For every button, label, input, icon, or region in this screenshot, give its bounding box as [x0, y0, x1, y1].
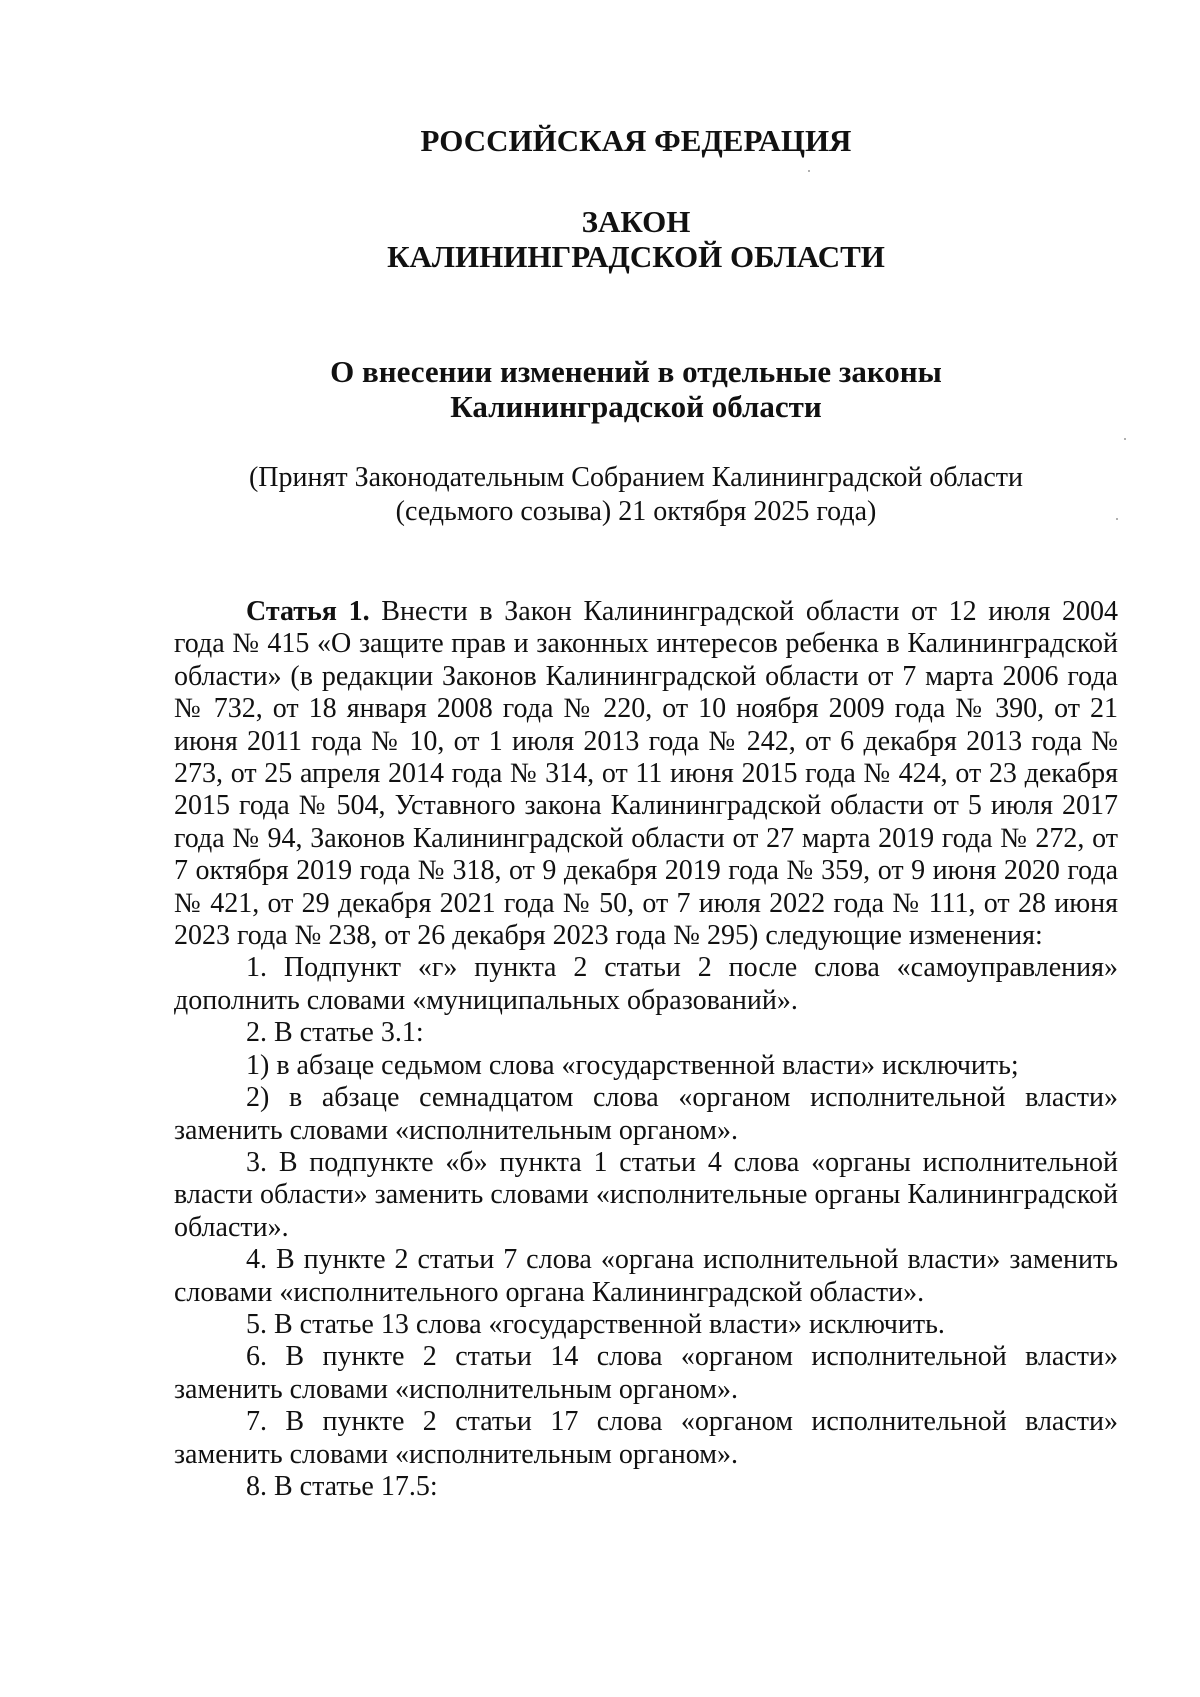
article-1-intro-text: Внести в Закон Калининградской области от 12 июля 2004 года № 415 «О защите прав и законных интересов ребенка в Калининградской области» (в редакции Законов Калининградской области от 7 марта 2006 года № 732, от 18 января 2008 года № 220, от 10 ноября 2009 года № 390, от 21 июня 2011 года № 10, от 1 июля 2013 года № 242, от 6 декабря 2013 года № 273, от 25 апреля 2014 года № 314, от 11 июня 2015 года № 424, от 23 декабря 2015 года № 504, Уставного закона Калининградской области от 5 июля 2017 года № 94, Законов Калининградской области от 27 марта 2019 года № 272, от 7 октября 2019 года № 318, от 9 декабря 2019 года № 359, от 9 июня 2020 года № 421, от 29 декабря 2021 года № 50, от 7 июля 2022 года № 111, от 28 июня 2023 года № 238, от 26 декабря 2023 года № 295) следующие изменения:: [174, 596, 1118, 952]
list-item: 3. В подпункте «б» пункта 1 статьи 4 слова «органы исполнительной власти области» заменить словами «исполнительные органы Калининградской области».: [174, 1146, 1118, 1243]
list-item: 1. Подпункт «г» пункта 2 статьи 2 после слова «самоуправления» дополнить словами «муниципальных образований».: [174, 952, 1118, 1016]
law-subject-line-1: О внесении изменений в отдельные законы: [330, 354, 942, 389]
list-item: 2. В статье 3.1:: [246, 1017, 424, 1049]
list-item: 5. В статье 13 слова «государственной власти» исключить.: [246, 1308, 945, 1340]
scan-speck: [808, 170, 810, 172]
law-title-line-2: КАЛИНИНГРАДСКОЙ ОБЛАСТИ: [387, 239, 885, 274]
list-item: 6. В пункте 2 статьи 14 слова «органом исполнительной власти» заменить словами «исполнительным органом».: [174, 1341, 1118, 1405]
article-1-intro: [174, 596, 1118, 952]
list-item: 7. В пункте 2 статьи 17 слова «органом исполнительной власти» заменить словами «исполнительным органом».: [174, 1406, 1118, 1470]
scan-speck: [1116, 518, 1118, 520]
country-heading: РОССИЙСКАЯ ФЕДЕРАЦИЯ: [420, 123, 852, 158]
list-item: 8. В статье 17.5:: [246, 1470, 438, 1502]
list-item: 2) в абзаце семнадцатом слова «органом исполнительной власти» заменить словами «исполнительным органом».: [174, 1082, 1118, 1146]
scan-speck: [1124, 438, 1126, 440]
adoption-note-line-2: (седьмого созыва) 21 октября 2025 года): [395, 496, 877, 527]
list-item: 4. В пункте 2 статьи 7 слова «органа исполнительной власти» заменить словами «исполнительного органа Калининградской области».: [174, 1244, 1118, 1308]
law-title-line-1: ЗАКОН: [581, 204, 691, 239]
adoption-note-line-1: (Принят Законодательным Собранием Калининградской области: [248, 462, 1024, 493]
law-subject-line-2: Калининградской области: [450, 389, 822, 424]
article-1-label: Статья 1.: [246, 596, 370, 627]
list-item: 1) в абзаце седьмом слова «государственной власти» исключить;: [246, 1049, 1019, 1081]
article-1-body: [174, 596, 1118, 1503]
